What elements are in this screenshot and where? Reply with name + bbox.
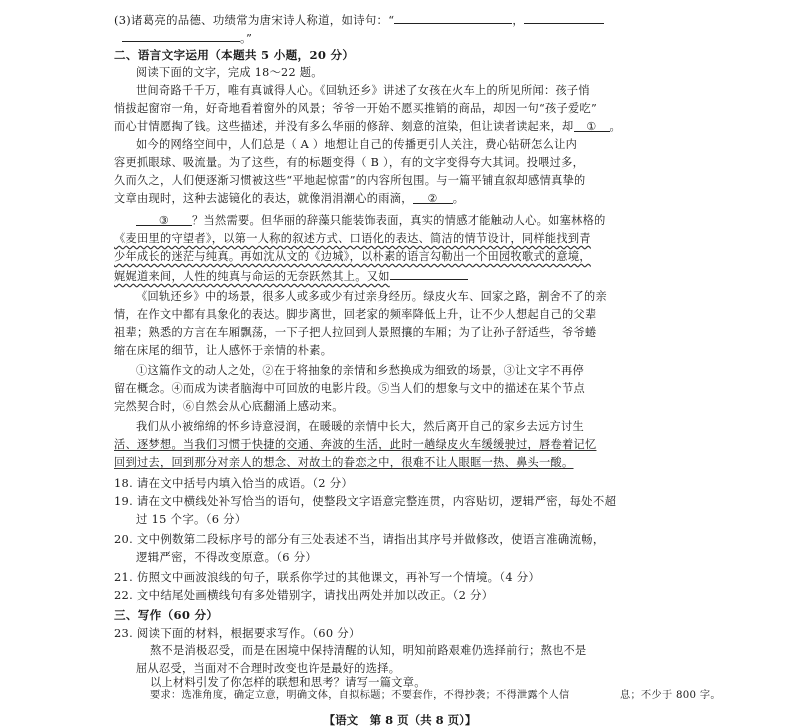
question-13-3-sep: ， (512, 13, 525, 27)
passage-p6-line-1: 我们从小被绵绵的怀乡诗意浸润，在暖暖的亲情中长大，然后离开自己的家乡去远方讨生 (136, 420, 585, 433)
passage-p1-line-1: 世间奇路千千万，唯有真诚得人心。《回轨还乡》讲述了女孩在火车上的所见所闻：孩子悄 (136, 84, 590, 97)
question-23-prompt: 以上材料引发了你怎样的联想和思考？请写一篇文章。 (150, 676, 426, 689)
passage-p2-line-4-text: 文章由现时，这种去滤镜化的表达，就像涓涓潮心的雨滴， (114, 192, 413, 205)
passage-p4-line-1: 《回轨还乡》中的场景，很多人或多或少有过亲身经历。绿皮火车、回家之路，割舍不了的亲 (136, 290, 607, 303)
passage-p1-line-3: 而心甘情愿掏了钱。这些描述，并没有多么华丽的修辞、刻意的渲染，但让读者读起来，却 ① 。 (114, 120, 622, 133)
question-21: 21. 仿照文中画波浪线的句子，联系你学过的其他课文，再补写一个情境。（4 分） (114, 570, 541, 584)
passage-p1-line-2: 悄拔起窗帘一角，好奇地看着窗外的风景；爷爷一开始不愿买推销的商品，却因一句“孩子爱吃” (114, 102, 598, 115)
question-19-line-2: 过 15 个字。（6 分） (136, 512, 247, 526)
passage-p3-line-1-text: ？当然需要。但华丽的辞藻只能装饰表面，真实的情感才能触动人心。如塞林格的 (192, 214, 606, 227)
blank-3-label: ③ (158, 214, 170, 227)
question-13-3-line-1 (114, 12, 604, 27)
question-23-requirement-line-2: 息；不少于 800 字。 (620, 690, 721, 701)
question-20-line-2: 逻辑严密，不得改变原意。（6 分） (136, 550, 318, 564)
question-13-3-text: (3)诸葛亮的品德、功绩常为唐宋诗人称道，如诗句：“ (114, 13, 395, 27)
wavy-underlined-line-3: 娓娓道来间，人性的纯真与命运的无奈跃然其上。又如 (114, 270, 390, 283)
passage-p3-line-4 (114, 268, 468, 284)
passage-p4-line-3: 祖辈；熟悉的方言在车厢飘荡，一下子把人拉回到人景照攘的车厢；为了让孙子舒适些，爷爷蜷 (114, 326, 597, 339)
question-23-material-line-2: 屈从忍受，当面对不合理时改变也许是最好的选择。 (136, 662, 401, 675)
question-19-line-1: 19. 请在文中横线处补写恰当的语句，使整段文字语意完整连贯，内容贴切，逻辑严密，每处不超 (114, 494, 617, 508)
passage-p5-line-3: 完然契合时，⑥自然会从心底翻涌上感动来。 (114, 400, 344, 413)
passage-p1-line-3-text: 而心甘情愿掏了钱。这些描述，并没有多么华丽的修辞、刻意的渲染，但让读者读起来，却 (114, 120, 574, 133)
section-3-title: 三、写作（60 分） (114, 608, 219, 622)
blank-1-label: ① (586, 120, 597, 133)
passage-p2-line-1: 如今的网络空间中，人们总是（ A ）地想让自己的传播更引人关注，费心钻研怎么让内 (136, 138, 578, 151)
blank-3[interactable] (136, 214, 192, 226)
question-18: 18. 请在文中括号内填入恰当的成语。（2 分） (114, 476, 354, 490)
passage-p4-line-2: 情，在作文中都有具象化的表达。脚步离世，回老家的频率降低上升，让不少人想起自己的父辈 (114, 308, 597, 321)
question-23-material-line-1: 熬不是消极忍受，而是在困境中保持清醒的认知，明知前路艰难仍选择前行；熬也不是 (150, 644, 587, 657)
passage-p3-line-1 (136, 214, 606, 228)
question-22: 22. 文中结尾处画横线句有多处错别字，请找出两处并加以改正。（2 分） (114, 588, 494, 602)
question-13-3-line-2 (122, 30, 252, 45)
wavy-underlined-line-1: 《麦田里的守望者》，以第一人称的叙述方式、口语化的表达、简洁的情节设计，同样能找到青 (114, 232, 591, 245)
passage-p5-line-2: 留在概念。④而成为读者脑海中可回放的电影片段。⑤当人们的想象与文中的描述在某个节点 (114, 382, 585, 395)
wavy-underlined-line-2: 少年成长的迷茫与纯真。再如沈从文的《边城》，以朴素的语言勾勒出一个田园牧歌式的意境， (114, 250, 591, 263)
question-20-line-1: 20. 文中例数第二段标序号的部分有三处表述不当，请指出其序号并做修改，使语言准确流畅， (114, 532, 605, 546)
passage-p2-line-3: 久而久之，人们便逐渐习惯被这些“平地起惊雷”的内容所包围。与一篇平铺直叙却感情真挚的 (114, 174, 586, 187)
question-23-stem: 23. 阅读下面的材料，根据要求写作。（60 分） (114, 626, 361, 640)
passage-p5-line-1: ①这篇作文的动人之处，②在于将抽象的亲情和乡愁换成为细致的场景，③让文字不再停 (136, 364, 585, 377)
answer-blank-3[interactable] (122, 30, 240, 42)
answer-blank-1[interactable] (394, 12, 512, 24)
underlined-line-1: 活、逐梦想。当我们习惯于快捷的交通、奔波的生活，此时一趟绿皮火车缓缓驶过，唇卷着记忆 (114, 438, 597, 451)
question-23-requirement-line-1: 要求：选准角度，确定立意，明确文体，自拟标题；不要套作，不得抄袭；不得泄露个人信 (150, 690, 570, 701)
blank-2[interactable] (413, 192, 453, 204)
answer-blank-2[interactable] (524, 12, 604, 24)
page-footer: 【语文 第 8 页（共 8 页）】 (323, 713, 477, 727)
reading-intro: 阅读下面的文字，完成 18～22 题。 (136, 66, 323, 79)
blank-1[interactable] (574, 120, 610, 132)
question-13-3-end: 。” (240, 31, 253, 45)
passage-p2-line-2: 容更抓眼球、吸流量。为了这些，有的标题变得（ B ），有的文字变得夸大其词。投喂过多， (114, 156, 585, 169)
blank-you-ru[interactable] (390, 268, 468, 280)
underlined-line-2: 回到过去，回到那分对亲人的想念、对故土的眷恋之中，很难不让人眼眶一热、鼻头一酸。 (114, 456, 574, 469)
passage-p4-line-4: 缩在床尾的细节，让人感怀于亲情的朴素。 (114, 344, 333, 357)
passage-p2-line-4: 文章由现时，这种去滤镜化的表达，就像涓涓潮心的雨滴， ② 。 (114, 192, 465, 205)
section-2-title: 二、语言文字运用（本题共 5 小题，20 分） (114, 48, 355, 62)
blank-2-label: ② (427, 192, 438, 205)
